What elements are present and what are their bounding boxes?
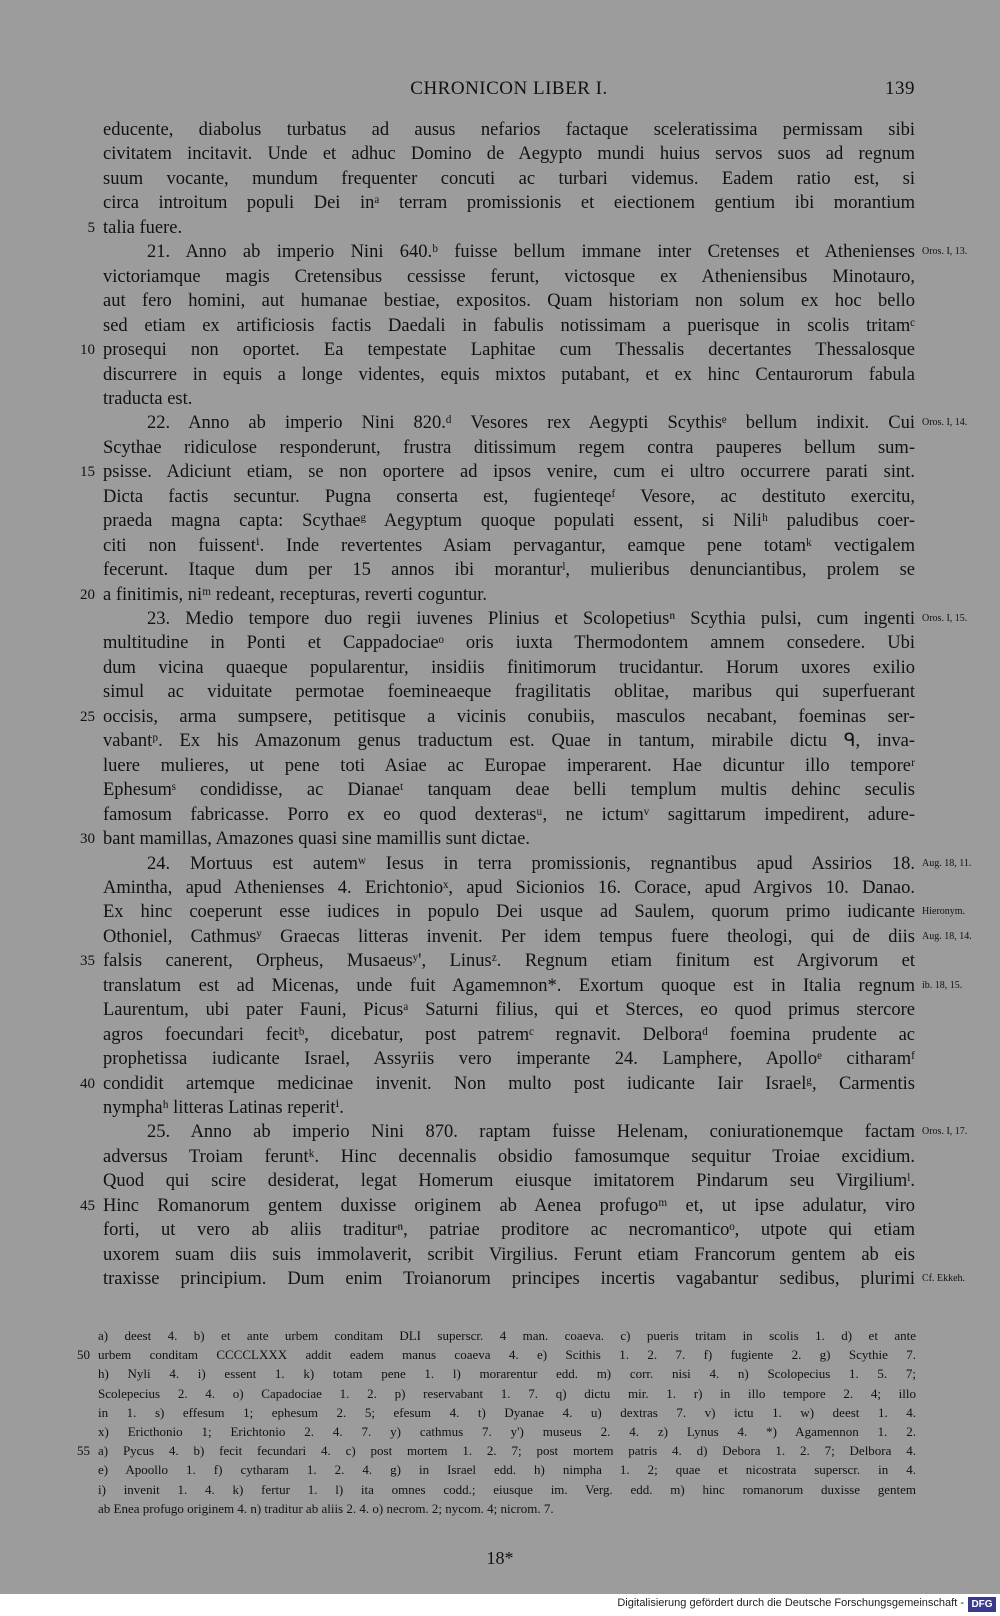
text-line: prophetissa iudicante Israel, Assyriis vero imperante 24. Lamphere, Apolloᵉ citharamᶠ bbox=[103, 1049, 915, 1069]
line-number: 45 bbox=[80, 1198, 95, 1214]
footnote-line: e) Apoollo 1. f) cytharam 1. 2. 4. g) in Israel edd. h) nimpha 1. 2; quae et nicostrata superscr. in 4. bbox=[98, 1462, 916, 1477]
line-number: 25 bbox=[80, 709, 95, 725]
footnote-line-number: 55 bbox=[77, 1443, 90, 1458]
text-line: prosequi non oportet. Ea tempestate Laphitae cum Thessalis decertantes Thessalosque bbox=[103, 340, 915, 360]
text-line: Amintha, apud Athenienses 4. Erichtonioˣ, apud Sicionios 16. Corace, apud Argivos 10. Danao. bbox=[103, 878, 915, 898]
footnote-line: a) deest 4. b) et ante urbem conditam DLI superscr. 4 man. coaeva. c) pueris tritam in scolis 1. d) et ante bbox=[98, 1328, 916, 1343]
footnote-line: in 1. s) effesum 1; ephesum 2. 5; efesum 4. t) Dyanae 4. u) dextras 7. v) ictu 1. w) deest 1. 4. bbox=[98, 1405, 916, 1420]
text-line: 24. Mortuus est autemʷ Iesus in terra promissionis, regnantibus apud Assirios 18. bbox=[147, 854, 915, 874]
text-line: victoriamque magis Cretensibus cessisse ferunt, victosque ex Atheniensibus Minotauro, bbox=[103, 267, 915, 287]
text-line: educente, diabolus turbatus ad ausus nefarios factaque sceleratissima permissam sibi bbox=[103, 120, 915, 140]
text-line: Quod qui scire desiderat, legat Homerum eiusque imitatorem Pindarum seu Virgiliumˡ. bbox=[103, 1171, 915, 1191]
text-line: Hinc Romanorum gentem duxisse originem ab Aenea profugoᵐ et, ut ipse adulatur, viro bbox=[103, 1196, 915, 1216]
line-number: 20 bbox=[80, 587, 95, 603]
text-line: bant mamillas, Amazones quasi sine mamillis sunt dictae. bbox=[103, 829, 530, 849]
margin-reference: Aug. 18, 11. bbox=[922, 858, 972, 869]
text-line: traducta est. bbox=[103, 389, 193, 409]
text-line: 23. Medio tempore duo regii iuvenes Plinius et Scolopetiusⁿ Scythia pulsi, cum ingenti bbox=[147, 609, 915, 629]
text-line: suum vocante, mundum frequenter concuti ac turbari videmus. Eadem ratio est, si bbox=[103, 169, 915, 189]
text-line: famosum fabricasse. Porro ex eo quod dexterasᵘ, ne ictumᵛ sagittarum impedirent, adure- bbox=[103, 805, 915, 825]
text-line: sed etiam ex artificiosis factis Daedali in fabulis notissimam a puerisque in scolis tritamᶜ bbox=[103, 316, 915, 336]
text-line: uxorem suam diis suis immolaverit, scribit Virgilius. Ferunt etiam Francorum gentem ab eis bbox=[103, 1245, 915, 1265]
margin-reference: Aug. 18, 14. bbox=[922, 931, 972, 942]
dfg-logo: DFG bbox=[968, 1597, 996, 1612]
text-line: Laurentum, ubi pater Fauni, Picusᵃ Saturni filius, qui et Sterces, eo quod primus stercore bbox=[103, 1000, 915, 1020]
text-line: citi non fuissentⁱ. Inde revertentes Asiam pervagantur, eamque pene totamᵏ vectigalem bbox=[103, 536, 915, 556]
text-line: occisis, arma sumpsere, petitisque a vicinis conubiis, masculos necabant, foeminas ser- bbox=[103, 707, 915, 727]
text-line: Scythae ridiculose responderunt, frustra ditissimum regem contra pauperes bellum sum- bbox=[103, 438, 915, 458]
footnote-line: a) Pycus 4. b) fecit fecundari 4. c) post mortem 1. 2. 7; post mortem patris 4. d) Debora 1. 2. 7; Delbora 4. bbox=[98, 1443, 916, 1458]
line-number: 5 bbox=[87, 220, 95, 236]
text-line: multitudine in Ponti et Cappadociaeᵒ oris iuxta Thermodontem amnem consedere. Ubi bbox=[103, 633, 915, 653]
text-line: fecerunt. Itaque dum per 15 annos ibi moranturˡ, mulieribus denunciantibus, prolem se bbox=[103, 560, 915, 580]
footnote-line: x) Ericthonio 1; Erichtonio 2. 4. 7. y) cathmus 7. y') museus 2. 4. z) Lynus 4. *) Agamennon 1. 2. bbox=[98, 1424, 916, 1439]
margin-reference: Oros. I, 17. bbox=[922, 1126, 968, 1137]
text-line: Ephesumˢ condidisse, ac Dianaeᵗ tanquam deae belli templum multis dehinc seculis bbox=[103, 780, 915, 800]
footer-bar bbox=[0, 1594, 1000, 1616]
margin-reference: Oros. I, 14. bbox=[922, 417, 968, 428]
footnote-line: h) Nyli 4. i) essent 1. k) totam pene 1. l) morarentur edd. m) corr. nisi 4. n) Scolopecius 1. 5. 7; bbox=[98, 1366, 916, 1381]
line-number: 15 bbox=[80, 464, 95, 480]
text-line: Ex hinc coeperunt esse iudices in populo Dei usque ad Saulem, quorum primo iudicante bbox=[103, 902, 915, 922]
text-line: discurrere in equis a longe videntes, equis mixtos putabant, et ex hinc Centaurorum fabula bbox=[103, 365, 915, 385]
text-line: forti, ut vero ab aliis traditurⁿ, patriae proditore ac necromanticoᵒ, utpote qui etiam bbox=[103, 1220, 915, 1240]
text-line: 21. Anno ab imperio Nini 640.ᵇ fuisse bellum immane inter Cretenses et Athenienses bbox=[147, 242, 915, 262]
text-line: simul ac viduitate permotae foemineaeque fragilitatis oblitae, maribus qui superfuerant bbox=[103, 682, 915, 702]
funding-credit: Digitalisierung gefördert durch die Deutsche Forschungsgemeinschaft - bbox=[617, 1597, 964, 1609]
text-line: a finitimis, niᵐ redeant, recepturas, reverti coguntur. bbox=[103, 585, 488, 605]
text-line: psisse. Adiciunt etiam, se non oportere ad ipsos venire, cum ei ultro occurrere parati sint. bbox=[103, 462, 915, 482]
margin-reference: Hieronym. bbox=[922, 906, 966, 917]
footnote-line-number: 50 bbox=[77, 1347, 90, 1362]
text-line: praeda magna capta: Scythaeᵍ Aegyptum quoque populati essent, si Niliʰ paludibus coer- bbox=[103, 511, 915, 531]
margin-reference: Oros. I, 15. bbox=[922, 613, 968, 624]
footnote-line: urbem conditam CCCCLXXX addit eadem manus coaeva 4. e) Scithis 1. 2. 7. f) fugiente 2. g) Scythie 7. bbox=[98, 1347, 916, 1362]
page-number: 139 bbox=[885, 78, 915, 99]
line-number: 30 bbox=[80, 831, 95, 847]
text-line: circa introitum populi Dei inᵃ terram promissionis et eiectionem gentium ibi morantium bbox=[103, 193, 915, 213]
running-title: CHRONICON LIBER I. bbox=[410, 78, 608, 99]
text-line: agros foecundari fecitᵇ, dicebatur, post patremᶜ regnavit. Delboraᵈ foemina prudente ac bbox=[103, 1025, 915, 1045]
line-number: 35 bbox=[80, 953, 95, 969]
page-header bbox=[103, 78, 915, 102]
text-line: condidit artemque medicinae invenit. Non multo post iudicante Iair Israelᵍ, Carmentis bbox=[103, 1074, 915, 1094]
line-number: 40 bbox=[80, 1076, 95, 1092]
footnote-line: ab Enea profugo originem 4. n) traditur ab aliis 2. 4. o) necrom. 2; nycom. 4; nicrom. 7. bbox=[98, 1501, 554, 1516]
line-number: 10 bbox=[80, 342, 95, 358]
text-line: Othoniel, Cathmusʸ Graecas litteras invenit. Per idem tempus fuere theologi, qui de diis bbox=[103, 927, 915, 947]
margin-reference: Oros. I, 13. bbox=[922, 246, 968, 257]
signature-mark: 18* bbox=[486, 1548, 514, 1568]
margin-reference: Cf. Ekkeh. bbox=[922, 1273, 966, 1284]
margin-reference: ib. 18, 15. bbox=[922, 980, 963, 991]
text-line: traxisse principium. Dum enim Troianorum principes incertis vagabantur sedibus, plurimi bbox=[103, 1269, 915, 1289]
text-line: aut fero homini, aut humanae bestiae, expositos. Quam historiam non solum ex hoc bello bbox=[103, 291, 915, 311]
text-line: Dicta factis secuntur. Pugna conserta est, fugienteqeᶠ Vesore, ac destituto exercitu, bbox=[103, 487, 915, 507]
text-line: talia fuere. bbox=[103, 218, 183, 238]
text-line: dum vicina quaeque popularentur, insidiis finitimorum trucidantur. Horum uxores exilio bbox=[103, 658, 915, 678]
footnote-line: Scolepecius 2. 4. o) Capadociae 1. 2. p) reservabant 1. 7. q) dictu mir. 1. r) in illo tempore 2. 4; illo bbox=[98, 1386, 916, 1401]
footnote-line: i) invenit 1. 4. k) fertur 1. l) ita omnes codd.; eiusque im. Verg. edd. m) hinc romanorum duxisse gentem bbox=[98, 1482, 916, 1497]
text-line: 22. Anno ab imperio Nini 820.ᵈ Vesores rex Aegypti Scythisᵉ bellum indixit. Cui bbox=[147, 413, 915, 433]
text-line: falsis canerent, Orpheus, Musaeusʸ', Linusᶻ. Regnum etiam finitum est Argivorum et bbox=[103, 951, 915, 971]
text-line: nymphaʰ litteras Latinas reperitⁱ. bbox=[103, 1098, 344, 1118]
text-line: civitatem incitavit. Unde et adhuc Domino de Aegypto mundi huius servos suos ad regnum bbox=[103, 144, 915, 164]
text-line: adversus Troiam feruntᵏ. Hinc decennalis obsidio famosumque sequitur Troiae excidium. bbox=[103, 1147, 915, 1167]
text-line: luere mulieres, ut pene toti Asiae ac Europae imperarent. Hae dicuntur illo temporeʳ bbox=[103, 756, 915, 776]
text-line: translatum est ad Micenas, unde fuit Agamemnon*. Exortum quoque est in Italia regnum bbox=[103, 976, 915, 996]
text-line: 25. Anno ab imperio Nini 870. raptam fuisse Helenam, coniurationemque factam bbox=[147, 1122, 915, 1142]
text-line: vabantᵖ. Ex his Amazonum genus traductum est. Quae in tantum, mirabile dictu ᑫ, inva- bbox=[103, 731, 915, 751]
